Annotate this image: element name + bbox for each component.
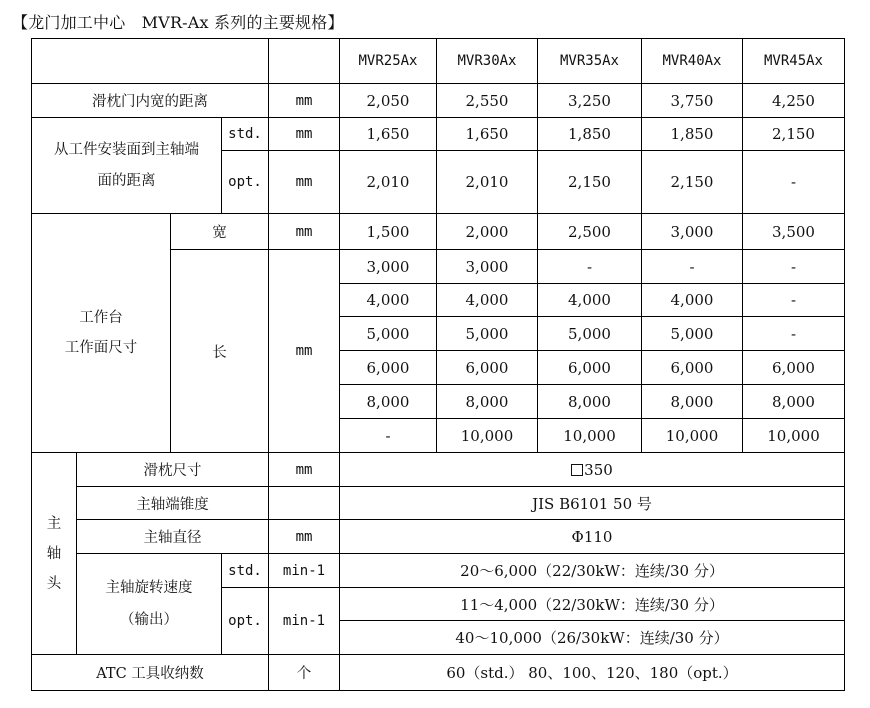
row-label-table-size	[32, 214, 171, 453]
table-row	[32, 453, 845, 487]
group-char: 主	[46, 515, 62, 532]
spec-table	[31, 38, 845, 691]
value-cell: 5,000	[437, 317, 538, 351]
row-label-table-to-spindle	[32, 118, 222, 214]
value-cell: 10,000	[642, 419, 743, 453]
header-blank-cell	[32, 39, 269, 84]
value-cell: 3,000	[437, 250, 538, 284]
value-cell: -	[340, 419, 437, 453]
unit-cell: mm	[269, 453, 340, 487]
value-cell: 6,000	[437, 351, 538, 385]
option-cell: opt.	[222, 151, 269, 214]
table-row	[32, 520, 845, 554]
table-row	[32, 214, 845, 250]
table-row	[32, 554, 845, 588]
table-header-row	[32, 39, 845, 84]
value-cell: 8,000	[437, 385, 538, 419]
value-cell: 4,000	[340, 284, 437, 317]
label-line: 面的距离	[97, 172, 156, 189]
value-cell: -	[538, 250, 642, 284]
option-cell: opt.	[222, 588, 269, 655]
unit-cell: mm	[269, 84, 340, 118]
value-cell: 10,000	[743, 419, 845, 453]
unit-cell: mm	[269, 520, 340, 554]
value-cell: 4,000	[437, 284, 538, 317]
label-line: 工作面尺寸	[64, 340, 138, 356]
value-cell: 4,000	[642, 284, 743, 317]
value-cell: -	[743, 317, 845, 351]
model-header: MVR30Ax	[437, 39, 538, 84]
label-line: 从工件安装面到主轴端	[54, 141, 199, 158]
value-cell: -	[642, 250, 743, 284]
unit-cell: min-1	[269, 588, 340, 655]
value-cell: 2,000	[437, 214, 538, 250]
value-cell: 5,000	[538, 317, 642, 351]
value-cell: 6,000	[538, 351, 642, 385]
row-label-spindle-diameter: 主轴直径	[77, 520, 269, 554]
table-row	[32, 84, 845, 118]
value-cell: 1,850	[538, 118, 642, 151]
value-cell: 5,000	[642, 317, 743, 351]
square-icon	[571, 464, 583, 476]
table-row	[32, 118, 845, 151]
value-cell: -	[743, 250, 845, 284]
table-row	[32, 655, 845, 691]
value-cell-merged: 20～6,000（22/30kW：连续/30 分）	[340, 554, 845, 588]
model-header: MVR35Ax	[538, 39, 642, 84]
value-cell-merged: Φ110	[340, 520, 845, 554]
value-cell: 3,750	[642, 84, 743, 118]
model-header: MVR40Ax	[642, 39, 743, 84]
model-header: MVR45Ax	[743, 39, 845, 84]
value-cell: 8,000	[538, 385, 642, 419]
label-line: 工作台	[79, 310, 123, 326]
value-cell: 10,000	[437, 419, 538, 453]
value-cell: 2,010	[340, 151, 437, 214]
row-label-gate-width: 滑枕门内宽的距离	[32, 84, 269, 118]
value-cell: 8,000	[340, 385, 437, 419]
value-cell: 1,500	[340, 214, 437, 250]
group-char: 头	[46, 575, 62, 592]
value-cell: 2,150	[642, 151, 743, 214]
value-cell: 10,000	[538, 419, 642, 453]
option-cell: std.	[222, 118, 269, 151]
value-cell: 3,000	[340, 250, 437, 284]
value-cell: 8,000	[642, 385, 743, 419]
document-title: 【龙门加工中心 MVR-Ax 系列的主要规格】	[12, 13, 344, 32]
value-cell: 3,500	[743, 214, 845, 250]
value-cell: 2,150	[743, 118, 845, 151]
value-cell: 3,250	[538, 84, 642, 118]
unit-cell: mm	[269, 214, 340, 250]
table-row	[32, 487, 845, 520]
value-cell: 4,000	[538, 284, 642, 317]
value-cell: 2,550	[437, 84, 538, 118]
value-cell: 1,650	[437, 118, 538, 151]
label-line: 主轴旋转速度	[105, 580, 193, 596]
model-header: MVR25Ax	[340, 39, 437, 84]
value-cell: 3,000	[642, 214, 743, 250]
row-label-spindle-speed	[77, 554, 222, 655]
value-cell: 4,250	[743, 84, 845, 118]
value-cell-merged: 11～4,000（22/30kW：连续/30 分）	[340, 588, 845, 621]
value-cell-merged	[340, 453, 845, 487]
sub-label-width: 宽	[171, 214, 269, 250]
row-label-ram-size: 滑枕尺寸	[77, 453, 269, 487]
value-cell: 2,050	[340, 84, 437, 118]
group-char: 轴	[46, 545, 62, 562]
value-cell: 1,850	[642, 118, 743, 151]
unit-cell: mm	[269, 151, 340, 214]
value-cell: -	[743, 284, 845, 317]
value-cell: 2,010	[437, 151, 538, 214]
value-cell: 6,000	[340, 351, 437, 385]
option-cell: std.	[222, 554, 269, 588]
value-cell-merged: 40～10,000（26/30kW：连续/30 分）	[340, 621, 845, 655]
value-cell-merged: 60（std.） 80、100、120、180（opt.）	[340, 655, 845, 691]
row-label-atc: ATC 工具收纳数	[32, 655, 269, 691]
value-cell: 8,000	[743, 385, 845, 419]
unit-cell: mm	[269, 250, 340, 453]
unit-cell: mm	[269, 118, 340, 151]
value-cell: 5,000	[340, 317, 437, 351]
value-cell: 6,000	[642, 351, 743, 385]
value-cell: -	[743, 151, 845, 214]
unit-cell: 个	[269, 655, 340, 691]
value-cell-merged: JIS B6101 50 号	[340, 487, 845, 520]
value-cell: 2,150	[538, 151, 642, 214]
value-cell: 2,500	[538, 214, 642, 250]
row-group-spindle-head	[32, 453, 77, 655]
unit-cell	[269, 487, 340, 520]
header-unit-cell	[269, 39, 340, 84]
sub-label-length: 长	[171, 250, 269, 453]
value-cell: 6,000	[743, 351, 845, 385]
label-line: （输出）	[120, 612, 178, 628]
value-cell: 1,650	[340, 118, 437, 151]
unit-cell: min-1	[269, 554, 340, 588]
ram-size-value: 350	[584, 460, 613, 479]
row-label-spindle-taper: 主轴端锥度	[77, 487, 269, 520]
